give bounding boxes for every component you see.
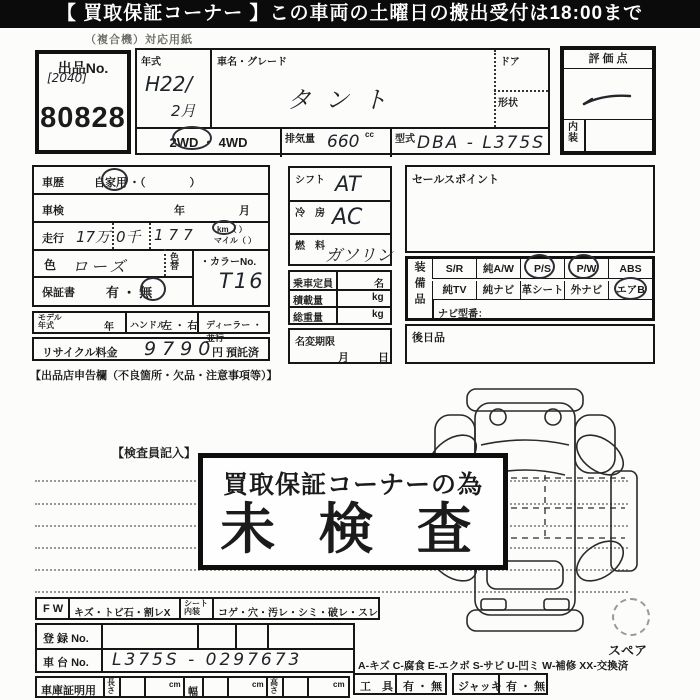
mileage-sen: 0千 (116, 228, 141, 246)
color-no-label: ・カラーNo. (200, 257, 257, 268)
warranty-circle-mark (140, 277, 166, 301)
later-label: 後日品 (412, 332, 445, 344)
garage-width-label: 幅 (188, 687, 198, 698)
ac-label: 冷 房 (295, 208, 325, 219)
stamp-line2: 未 検 査 (220, 498, 486, 560)
dealer-label: ディーラー ・ 並行 (206, 320, 262, 343)
equipment-side-label: 装備品 (413, 261, 425, 309)
weight-label: 総重量 (293, 313, 323, 324)
lot-label: 出品No. (57, 60, 109, 76)
warranty-label: 保証書 (42, 287, 75, 299)
grade-handwritten-dash (564, 72, 652, 120)
shaken-month: 月 (239, 205, 250, 217)
jack-label: ジャッキ (458, 681, 502, 693)
recycle-value: 9790 (144, 338, 217, 360)
fw-row (35, 597, 380, 620)
jack-box (452, 673, 548, 695)
equip-navi: 純ナビ (476, 281, 520, 299)
fuel-value: ガソリン (325, 246, 393, 266)
shaken-label: 車検 (42, 205, 64, 217)
load-label: 積載量 (293, 296, 323, 307)
mileage-man: 17万 (76, 228, 111, 246)
model-code-label: 型式 (395, 134, 415, 145)
capacity-label: 乗車定員 (293, 279, 333, 290)
career-paren: ・（ ） (129, 177, 201, 189)
seat-desc: コゲ・穴・汚レ・シミ・破レ・スレ (218, 608, 378, 619)
drivetrain-box (288, 166, 392, 266)
fw-desc: キズ・トビ石・割レX (74, 608, 171, 619)
shift-label: シフト (295, 175, 325, 186)
model-code-value: DBA - L375S (417, 133, 546, 153)
car-name-value: タント (287, 86, 401, 114)
rename-box (288, 328, 392, 364)
recycle-label: リサイクル料金 (42, 347, 118, 359)
rename-day: 日 (378, 352, 389, 364)
garage-unit-1: cm (169, 680, 181, 689)
chassis-value: L375S - 0297673 (112, 650, 303, 670)
later-items-box (405, 324, 655, 364)
seat-label: シート内装 (184, 599, 208, 617)
recycle-row (32, 337, 270, 361)
fuel-label: 燃 料 (295, 241, 325, 252)
garage-label: 車庫証明用 (41, 685, 96, 697)
equip-abs: ABS (608, 259, 652, 278)
declaration-title: 【出品店申告欄（不良箇所・欠品・注意事項等）】 (30, 370, 278, 382)
model-year-unit: 年 (104, 322, 114, 333)
tool-options: 有 ・ 無 (403, 681, 443, 693)
tool-box (353, 673, 447, 695)
displacement-unit: cc (365, 130, 374, 139)
mileage-unit-mile: マイル（ ） (214, 236, 257, 245)
garage-unit-2: cm (252, 680, 264, 689)
model-year-label: モデル年式 (38, 313, 62, 331)
handle-options: 左 ・ 右 (162, 321, 198, 332)
mileage-unit-km: km（ ） (217, 225, 247, 234)
interior-label: 内装 (568, 122, 578, 144)
recycle-unit: 円 預託済 (212, 347, 260, 359)
shaken-year: 年 (174, 205, 185, 217)
load-unit: kg (372, 292, 384, 303)
stamp-line1: 買取保証コーナーの為 (222, 471, 483, 499)
mileage-label: 走行 (42, 233, 64, 245)
drive-circle-mark (172, 126, 212, 150)
weight-unit: kg (372, 309, 384, 320)
shift-value: AT (335, 172, 361, 196)
career-circle-mark (101, 168, 128, 191)
equip-tv: 純TV (432, 281, 476, 299)
year-month: 2月 (171, 102, 196, 120)
rename-month: 月 (338, 352, 349, 364)
year-label: 年式 (141, 57, 161, 68)
year-value: H22/ (145, 72, 193, 96)
equip-pw: P/W (564, 259, 608, 278)
color-label: 色 (44, 258, 57, 272)
equip-sr: S/R (432, 259, 476, 278)
capacity-table (288, 270, 392, 325)
displacement-value: 660 (327, 132, 360, 152)
career-label: 車歴 (42, 177, 64, 189)
color-value: ローズ (72, 257, 129, 276)
top-banner: 【 買取保証コーナー 】この車両の土曜日の搬出受付は18:00まで (0, 0, 700, 28)
rename-label: 名変期限 (295, 337, 335, 348)
handle-label: ハンドル (130, 320, 167, 330)
career-value: 自家用 (94, 177, 127, 189)
grade-title: 評 価 点 (564, 50, 652, 69)
spare-label: スペア (608, 643, 648, 658)
sales-point-box (405, 165, 655, 253)
mileage-rest: 177 (154, 226, 198, 244)
color-no-value: T16 (219, 269, 265, 293)
registration-label: 登 録 No. (43, 633, 89, 645)
inspector-label: 【検査員記入】 (112, 446, 197, 460)
navi-model-label: ナビ型番： (438, 309, 488, 320)
uninspected-stamp (198, 453, 508, 570)
model-row (32, 311, 270, 343)
airbag-circle-mark (614, 277, 647, 300)
equip-airbag: エアB (608, 281, 652, 299)
shape-label: 形状 (498, 98, 518, 109)
ps-circle-mark (524, 254, 555, 279)
damage-legend: A-キズ C-腐食 E-エクボ S-サビ U-凹ミ W-補修 XX-交換済 (358, 660, 629, 672)
pw-circle-mark (568, 254, 599, 279)
ac-value: AC (332, 205, 363, 230)
sales-point-label: セールスポイント (412, 174, 500, 186)
lot-code: [2040] (47, 71, 87, 85)
registration-box (35, 623, 355, 673)
equip-aw: 純A/W (476, 259, 520, 278)
door-label: ドア (500, 57, 520, 68)
garage-row (35, 676, 350, 698)
grade-box (560, 46, 656, 155)
displacement-label: 排気量 (285, 134, 315, 145)
garage-length-label: 長さ (107, 678, 115, 696)
garage-height-label: 高さ (270, 678, 278, 696)
drive-options: 2WD ・ 4WD (169, 135, 248, 150)
chassis-label: 車 台 No. (43, 657, 89, 669)
equip-extnavi: 外ナビ (564, 281, 608, 299)
lot-number: 80828 (40, 102, 126, 134)
car-name-label: 車名・グレード (217, 57, 287, 68)
color-change-label: 色替 (170, 252, 180, 272)
jack-options: 有 ・ 無 (506, 681, 546, 693)
tool-label: 工 具 (360, 681, 393, 693)
warranty-options: 有 ・ 無 (106, 285, 153, 300)
garage-unit-3: cm (333, 680, 345, 689)
paper-note: （複合機）対応用紙 (85, 34, 193, 46)
spare-tire-circle (612, 598, 650, 636)
km-circle-mark (212, 220, 236, 235)
capacity-unit: 名 (374, 279, 384, 290)
equip-ps: P/S (520, 259, 564, 278)
fw-label: F W (43, 603, 64, 615)
equip-leather: 革シート (520, 281, 564, 299)
lot-number-box (35, 50, 131, 154)
